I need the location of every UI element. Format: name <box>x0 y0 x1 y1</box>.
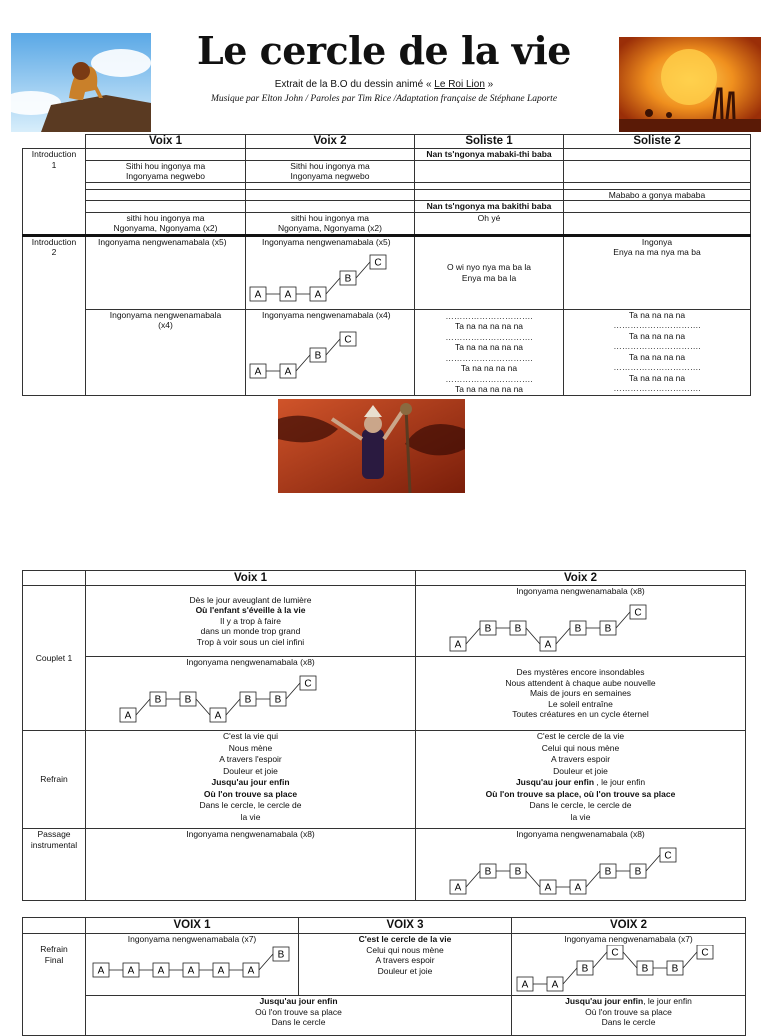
pattern-letter: A <box>314 289 322 301</box>
final-v1: Ingonyama nengwenamabala (x7) A A A A A A B <box>86 934 299 996</box>
pattern-connector <box>136 699 150 715</box>
couplet-v2-lyrics: Des mystères encore insondables Nous attendent à chaque aube nouvelle Mais de jours en semaines Le soleil entraîne Toutes créatures en un cycle éternel <box>416 657 746 731</box>
intro1-s1-line6: Oh yé <box>415 212 564 235</box>
pattern-letter: B <box>574 623 582 634</box>
pattern-connector <box>526 871 540 887</box>
rafiki-stage-image <box>278 399 465 493</box>
couplet-table <box>22 570 746 901</box>
pattern-letter: B <box>184 694 192 705</box>
intro2-v2-b-pattern <box>248 320 413 380</box>
pattern-letter: A <box>574 882 582 893</box>
refrain-v1-lyrics: C'est la vie qui Nous mène A travers l'espoir Douleur et joie Jusqu'au jour enfin Où l'on trouve sa place Dans le cercle, le cercle de la vie <box>86 731 416 829</box>
header-voix3-t3: VOIX 3 <box>299 918 512 934</box>
pattern-letter: C <box>374 257 382 269</box>
final-v3: C'est le cercle de la vie Celui qui nous mène A travers espoir Douleur et joie <box>299 934 512 996</box>
pattern-connector <box>326 278 340 294</box>
pattern-connector <box>526 628 540 644</box>
header-soliste1: Soliste 1 <box>415 135 564 149</box>
couplet-v1-lyrics: Dès le jour aveuglant de lumière Où l'enfant s'éveille à la vie Il y a trop à faire dans un monde trop grand Trop à voir sous un ciel infini <box>86 586 416 657</box>
intro1-s2-line4: Mababo a gonya mababa <box>564 189 751 201</box>
couplet-v2-pattern <box>448 597 698 653</box>
pattern-connector <box>326 339 340 355</box>
intro2-v1-b: Ingonyama nengwenamabala (x4) <box>86 309 246 395</box>
pattern-connector <box>593 952 607 968</box>
pattern-letter: C <box>701 947 709 958</box>
pattern-letter: B <box>484 866 492 877</box>
intro2-v2-a-pattern <box>248 247 413 303</box>
pattern-connector <box>356 262 370 278</box>
pattern-letter: C <box>344 334 352 346</box>
pattern-connector <box>226 699 240 715</box>
pattern-letter: B <box>277 949 285 960</box>
extract-prefix: Extrait de la B.O du dessin animé « <box>274 79 435 90</box>
pattern-connector <box>586 871 600 887</box>
couplet-label: Couplet 1 <box>23 586 86 731</box>
intro2-s2-b: Ta na na na na …………………………. Ta na na na na …………………………. Ta na na na na …………………………. Ta na na na na …………………………. <box>564 309 751 395</box>
pattern-letter: A <box>157 965 165 976</box>
refrain-label: Refrain <box>23 731 86 829</box>
final-v2-pattern <box>515 945 743 993</box>
intro1-s1-line5: Nan ts'ngonya ma bakithi baba <box>415 201 564 213</box>
pattern-letter: A <box>284 366 292 378</box>
pattern-connector <box>646 855 660 871</box>
credits-line: Musique par Elton John / Paroles par Tim Rice /Adaptation française de Stéphane Laporte <box>210 94 558 104</box>
intro2-v2-b: Ingonyama nengwenamabala (x4) A A B C <box>246 309 415 395</box>
refrain-v2-lyrics: C'est le cercle de la vie Celui qui nous mène A travers espoir Douleur et joie Jusqu'au jour enfin , le jour enfin Où l'on trouve sa place, où l'on trouve sa place Dans le cercle, le cercle de la vie <box>416 731 746 829</box>
pattern-letter: B <box>671 963 679 974</box>
header-voix1-t2: Voix 1 <box>86 571 416 586</box>
corner-cell <box>23 135 86 149</box>
final-low-right: Jusqu'au jour enfin, le jour enfin Où l'on trouve sa place Dans le cercle <box>512 996 746 1036</box>
pattern-connector <box>623 952 637 968</box>
pattern-letter: A <box>217 965 225 976</box>
pattern-letter: A <box>284 289 292 301</box>
lion-king-link[interactable]: Le Roi Lion <box>434 79 485 90</box>
couplet-v2-ostinato: Ingonyama nengwenamabala (x8) A B B A B B C <box>416 586 746 657</box>
couplet-v1-pattern <box>118 668 368 724</box>
header-voix2-t2: Voix 2 <box>416 571 746 586</box>
intro1-v1-line6: sithi hou ingonya ma Ngonyama, Ngonyama (x2) <box>86 212 246 235</box>
refrain-final-label: Refrain Final <box>23 934 86 1036</box>
pattern-letter: A <box>454 882 462 893</box>
pattern-letter: B <box>344 273 352 285</box>
pattern-letter: B <box>154 694 162 705</box>
intro2-s1-a: O wi nyo nya ma ba la Enya ma ba la <box>415 235 564 309</box>
final-v2: Ingonyama nengwenamabala (x7) A A B C B B C <box>512 934 746 996</box>
final-v1-pattern <box>91 945 291 979</box>
header-voix1: Voix 1 <box>86 135 246 149</box>
pattern-connector <box>259 954 273 970</box>
pattern-connector <box>616 612 630 628</box>
intro1-v2-line2: Sithi hou ingonya ma Ingonyama negwebo <box>246 160 415 182</box>
intro2-v2-a: Ingonyama nengwenamabala (x5) A A A B C <box>246 235 415 309</box>
pattern-connector <box>296 355 310 371</box>
couplet-v1-ostinato: Ingonyama nengwenamabala (x8) A B B A B B C <box>86 657 416 731</box>
intro-table <box>22 134 751 396</box>
pattern-connector <box>683 952 697 968</box>
pattern-letter: B <box>604 866 612 877</box>
pattern-letter: B <box>604 623 612 634</box>
pattern-letter: C <box>611 947 619 958</box>
pattern-letter: A <box>187 965 195 976</box>
header-soliste2: Soliste 2 <box>564 135 751 149</box>
pattern-letter: A <box>254 289 262 301</box>
pattern-letter: B <box>244 694 252 705</box>
pattern-letter: A <box>521 979 529 990</box>
passage-label: Passage instrumental <box>23 829 86 901</box>
pattern-letter: B <box>484 623 492 634</box>
extract-line <box>0 79 768 90</box>
final-table <box>22 917 746 1036</box>
pattern-letter: B <box>641 963 649 974</box>
pattern-letter: C <box>304 678 312 689</box>
pattern-letter: C <box>634 607 642 618</box>
header-voix2: Voix 2 <box>246 135 415 149</box>
pattern-letter: B <box>274 694 282 705</box>
final-low-left: Jusqu'au jour enfin Où l'on trouve sa place Dans le cercle <box>86 996 512 1036</box>
passage-v1: Ingonyama nengwenamabala (x8) <box>86 829 416 901</box>
intro2-s2-a: Ingonya Enya na ma nya ma ba <box>564 235 751 309</box>
pattern-connector <box>466 871 480 887</box>
pattern-letter: B <box>514 623 522 634</box>
header-voix1-t3: VOIX 1 <box>86 918 299 934</box>
pattern-letter: A <box>214 710 222 721</box>
intro2-label: Introduction 2 <box>23 235 86 395</box>
pattern-letter: B <box>514 866 522 877</box>
extract-suffix: » <box>484 79 494 90</box>
corner-cell-2 <box>23 571 86 586</box>
page-title: Le cercle de la vie <box>197 28 571 73</box>
pattern-letter: A <box>127 965 135 976</box>
pattern-connector <box>563 968 577 984</box>
pattern-letter: A <box>247 965 255 976</box>
intro2-v1-a: Ingonyama nengwenamabala (x5) <box>86 235 246 309</box>
intro1-s1-line1: Nan ts'ngonya mabaki-thi baba <box>415 149 564 161</box>
pattern-letter: C <box>664 850 672 861</box>
pattern-letter: B <box>634 866 642 877</box>
pattern-connector <box>196 699 210 715</box>
pattern-letter: A <box>544 639 552 650</box>
intro1-v2-line6: sithi hou ingonya ma Ngonyama, Ngonyama (x2) <box>246 212 415 235</box>
pattern-connector <box>286 683 300 699</box>
pattern-letter: A <box>454 639 462 650</box>
corner-cell-3 <box>23 918 86 934</box>
pattern-letter: B <box>581 963 589 974</box>
pattern-connector <box>466 628 480 644</box>
pattern-letter: A <box>97 965 105 976</box>
intro1-label: Introduction 1 <box>23 149 86 236</box>
pattern-letter: A <box>124 710 132 721</box>
pattern-letter: A <box>551 979 559 990</box>
pattern-connector <box>556 628 570 644</box>
pattern-letter: A <box>254 366 262 378</box>
passage-v2: Ingonyama nengwenamabala (x8) A B B A A B B C <box>416 829 746 901</box>
passage-v2-pattern <box>448 840 728 896</box>
intro1-v1-line2: Sithi hou ingonya ma Ingonyama negwebo <box>86 160 246 182</box>
header-voix2-t3: VOIX 2 <box>512 918 746 934</box>
pattern-letter: B <box>314 350 322 362</box>
pattern-letter: A <box>544 882 552 893</box>
intro2-s1-b: …………………………. Ta na na na na na …………………………. Ta na na na na na …………………………. Ta na na na na …………………………. Ta na na na na na <box>415 309 564 395</box>
